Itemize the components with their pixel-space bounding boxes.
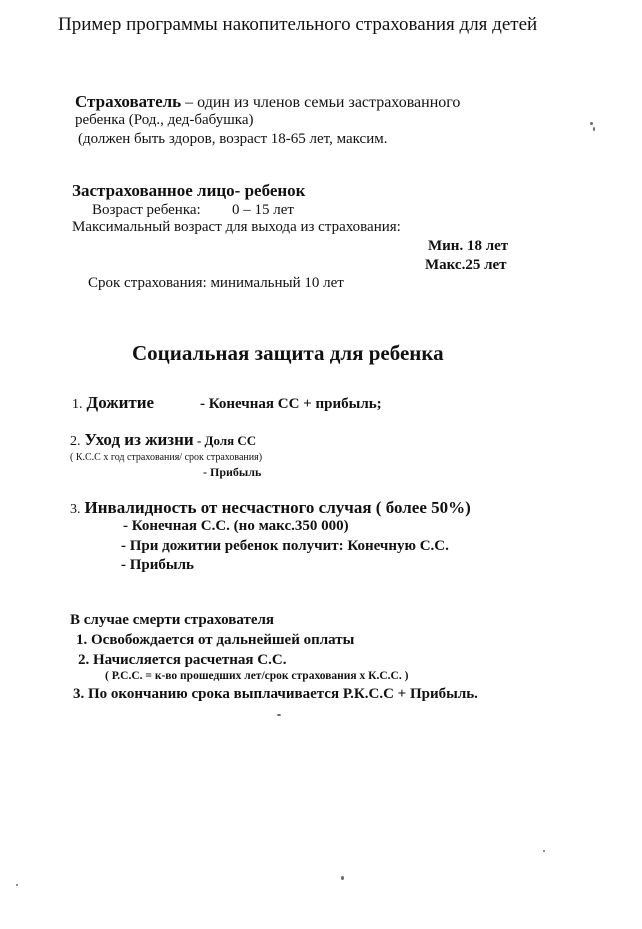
- scan-speck: [341, 876, 344, 880]
- social-item-1-value: - Конечная СС + прибыль;: [200, 396, 382, 412]
- social-item-3-label: Инвалидность от несчастного случая ( более 50%): [84, 498, 471, 517]
- social-item-3-sub-1: - Конечная С.С. (но макс.350 000): [123, 518, 349, 534]
- insured-heading: Застрахованное лицо- ребенок: [72, 181, 306, 200]
- scan-speck: [590, 122, 593, 125]
- social-item-2: [70, 430, 256, 450]
- social-item-1-num: 1.: [72, 397, 83, 412]
- death-heading: В случае смерти страхователя: [70, 612, 275, 628]
- social-item-2-num: 2.: [70, 434, 81, 449]
- death-item-2: 2. Начисляется расчетная С.С.: [78, 652, 287, 668]
- insured-max-exit: Максимальный возраст для выхода из страхования:: [72, 219, 401, 235]
- social-item-3-sub-3: - Прибыль: [121, 557, 194, 573]
- insured-age-value: 0 – 15 лет: [232, 202, 294, 218]
- social-item-3-num: 3.: [70, 502, 81, 517]
- death-item-2-note: ( Р.С.С. = к-во прошедших лет/срок страхования х К.С.С. ): [105, 670, 409, 682]
- scan-speck: [277, 714, 281, 716]
- insurer-line-3: (должен быть здоров, возраст 18-65 лет, максим.: [78, 131, 388, 147]
- scan-speck: [543, 850, 545, 852]
- social-item-3-sub-2: - При дожитии ребенок получит: Конечную С.С.: [121, 538, 449, 554]
- insurer-line-2: ребенка (Род., дед-бабушка): [75, 112, 254, 128]
- social-item-1-label: Дожитие: [86, 393, 155, 412]
- insurer-term: Страхователь: [75, 92, 182, 111]
- insured-age-label: Возраст ребенка:: [92, 202, 201, 218]
- social-item-2-note: ( К.С.С х год страхования/ срок страхования): [70, 452, 263, 463]
- death-item-1: 1. Освобождается от дальнейшей оплаты: [76, 632, 355, 648]
- social-item-2-label: Уход из жизни: [84, 430, 194, 449]
- death-item-3: 3. По окончанию срока выплачивается Р.К.С.С + Прибыль.: [73, 686, 478, 702]
- insured-max-age: Макс.25 лет: [425, 257, 507, 273]
- social-item-2-profit: - Прибыль: [203, 465, 262, 479]
- scan-speck: [16, 884, 18, 886]
- insurer-desc: – один из членов семьи застрахованного: [181, 94, 461, 111]
- insured-min-age: Мин. 18 лет: [428, 238, 509, 254]
- scan-speck: [593, 127, 595, 131]
- social-heading: Социальная защита для ребенка: [132, 341, 444, 365]
- social-item-2-value: - Доля СС: [193, 433, 257, 448]
- page-title: Пример программы накопительного страхования для детей: [58, 14, 538, 35]
- insurer-line-1: [75, 92, 460, 112]
- social-item-1: [72, 393, 154, 413]
- social-item-3: [70, 498, 471, 518]
- insured-term: Срок страхования: минимальный 10 лет: [88, 275, 344, 291]
